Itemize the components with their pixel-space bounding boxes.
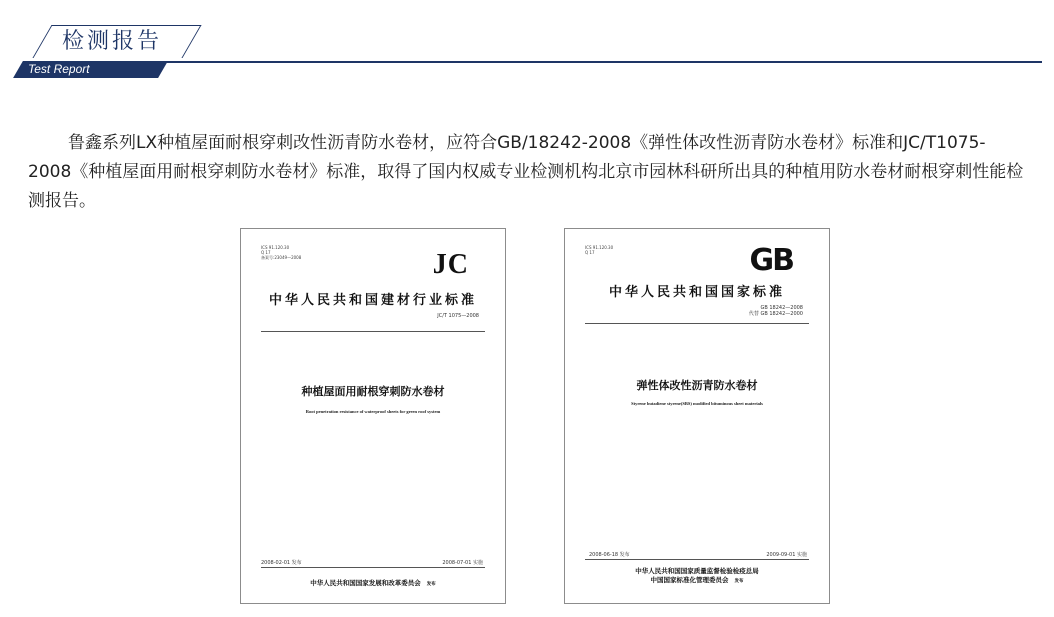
issue-date: 2008-02-01 发布	[261, 560, 302, 566]
section-title: 检测报告	[62, 29, 163, 54]
issuer-name: 中国国家标准化管理委员会	[650, 576, 729, 584]
divider	[585, 323, 809, 324]
jc-standard-cover	[240, 228, 506, 604]
issued-label: 发布	[734, 579, 744, 584]
code-line: GB 18242—2008	[760, 305, 803, 311]
issuer-name: 中华人民共和国国家发展和改革委员会	[310, 579, 421, 587]
issuer	[241, 579, 505, 589]
issuer-name: 中华人民共和国国家质量监督检验检疫总局	[635, 567, 759, 575]
divider	[261, 331, 485, 332]
document-title-cn: 弹性体改性沥青防水卷材	[636, 379, 758, 392]
standard-title: 中华人民共和国建材行业标准	[268, 293, 477, 308]
issued-label: 发布	[426, 582, 436, 587]
intro-paragraph: 鲁鑫系列LX种植屋面耐根穿刺改性沥青防水卷材，应符合GB/18242-2008《弹性体改性沥青防水卷材》标准和JC/T1075-2008《种植屋面用耐根穿刺防水卷材》标准，取得了国内权威专业检测机构北京市园林科研所出具的种植用防水卷材耐根穿刺性能检测报告。	[28, 133, 1024, 211]
document-title-en: Styrene butadiene styrene(SBS) modified bituminous sheet materials	[631, 401, 763, 406]
standard-title: 中华人民共和国国家标准	[608, 285, 785, 300]
divider	[261, 567, 485, 568]
document-title-cn: 种植屋面用耐根穿刺防水卷材	[301, 385, 445, 398]
issue-date: 2008-06-18 发布	[589, 552, 630, 558]
code-replaces: 代替 GB 18242—2000	[748, 311, 803, 317]
meta-line: Q 17	[261, 250, 271, 255]
document-title-en: Root penetration resistance of waterproof sheets for green roof system	[305, 409, 441, 414]
meta-line: 备案号:23049—2008	[261, 255, 302, 260]
standard-code: JC/T 1075—2008	[437, 313, 479, 319]
effective-date: 2008-07-01 实施	[442, 560, 483, 566]
meta-line: ICS 91.120.30	[585, 245, 614, 250]
meta-line: ICS 91.120.30	[261, 245, 290, 250]
issuer	[565, 567, 829, 586]
meta-line: Q 17	[585, 250, 595, 255]
divider	[585, 559, 809, 560]
gb-logo: GB	[749, 243, 793, 278]
cover-meta	[261, 245, 301, 260]
effective-date: 2009-09-01 实施	[766, 552, 807, 558]
header-rule	[40, 61, 1042, 63]
jc-logo: JC	[432, 249, 469, 280]
standard-code	[749, 305, 803, 317]
section-header	[0, 0, 1054, 80]
cover-meta	[585, 245, 613, 255]
section-subtitle: Test Report	[28, 62, 90, 76]
gb-standard-cover	[564, 228, 830, 604]
